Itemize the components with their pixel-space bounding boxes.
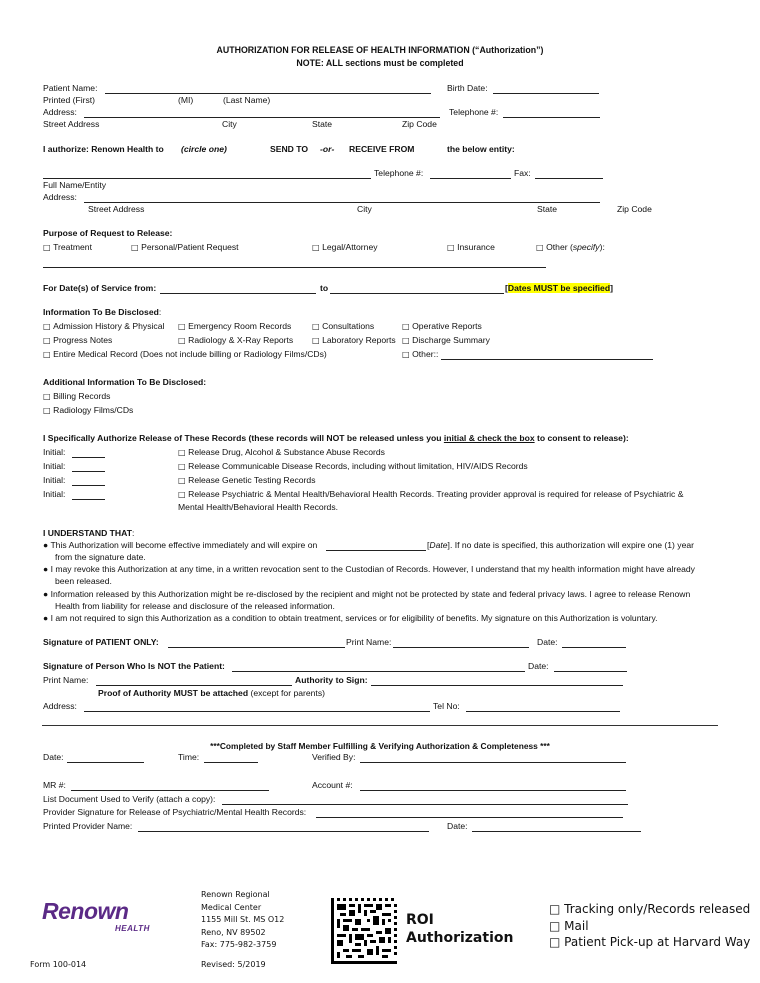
patient-telephone-field[interactable] bbox=[503, 117, 600, 118]
purpose-other-field[interactable] bbox=[43, 267, 546, 268]
info-radiology[interactable]: □ Radiology & X-Ray Reports bbox=[178, 335, 294, 345]
purpose-other[interactable]: □ Other (specify): bbox=[536, 242, 605, 252]
rep-address-label: Address: bbox=[43, 701, 77, 711]
list-document-label: List Document Used to Verify (attach a copy): bbox=[43, 794, 216, 804]
form-note: NOTE: ALL sections must be completed bbox=[296, 58, 464, 68]
info-operative[interactable]: □ Operative Reports bbox=[402, 321, 482, 331]
entity-fax-field[interactable] bbox=[535, 178, 603, 179]
provider-signature-label: Provider Signature for Release of Psychiatric/Mental Health Records: bbox=[43, 807, 307, 817]
specific-heading: I Specifically Authorize Release of These Records (these records will NOT be released unless you initial & check the box to consent to release): bbox=[43, 433, 629, 443]
checkbox-icon: □ bbox=[447, 243, 458, 252]
checkbox-icon: □ bbox=[43, 243, 54, 252]
additional-radiology-films[interactable]: □ Radiology Films/CDs bbox=[43, 405, 134, 415]
form-title: AUTHORIZATION FOR RELEASE OF HEALTH INFORMATION (“Authorization”) bbox=[216, 45, 544, 55]
info-other-field[interactable] bbox=[441, 359, 653, 360]
entity-street-label: Street Address bbox=[88, 204, 145, 214]
entity-address-field[interactable] bbox=[84, 202, 600, 203]
checkbox-icon: □ bbox=[549, 902, 565, 916]
understand-bullet-1: ● This Authorization will become effective immediately and will expire on bbox=[43, 540, 318, 550]
renown-logo-sub: HEALTH bbox=[115, 924, 150, 933]
account-label: Account #: bbox=[312, 780, 353, 790]
initial-label: Initial: bbox=[43, 475, 66, 485]
rep-signature-date-label: Date: bbox=[528, 661, 549, 671]
proof-authority-note: Proof of Authority MUST be attached (except for parents) bbox=[98, 688, 325, 698]
initial-field[interactable] bbox=[72, 457, 105, 458]
mi-label: (MI) bbox=[178, 95, 194, 105]
info-heading: Information To Be Disclosed: bbox=[43, 307, 162, 317]
patient-signature-date-field[interactable] bbox=[562, 647, 626, 648]
initial-label: Initial: bbox=[43, 447, 66, 457]
checkbox-icon: □ bbox=[178, 462, 189, 471]
understand-bullet-2-cont: been released. bbox=[55, 576, 112, 586]
staff-time-field[interactable] bbox=[204, 762, 258, 763]
staff-time-label: Time: bbox=[178, 752, 200, 762]
entity-telephone-label: Telephone #: bbox=[374, 168, 424, 178]
rep-address-field[interactable] bbox=[84, 711, 430, 712]
city-label: City bbox=[222, 119, 237, 129]
revised-date: Revised: 5/2019 bbox=[201, 960, 266, 969]
checkbox-icon: □ bbox=[43, 392, 54, 401]
pickup-option[interactable]: □ Patient Pick-up at Harvard Way bbox=[549, 935, 751, 949]
initial-label: Initial: bbox=[43, 489, 66, 499]
purpose-personal[interactable]: □ Personal/Patient Request bbox=[131, 242, 239, 252]
send-to-option[interactable]: SEND TO bbox=[270, 144, 309, 154]
additional-heading: Additional Information To Be Disclosed: bbox=[43, 377, 207, 387]
entity-address-label: Address: bbox=[43, 192, 77, 202]
rep-tel-field[interactable] bbox=[466, 711, 620, 712]
specific-communicable-disease[interactable]: □ Release Communicable Disease Records, including without limitation, HIV/AIDS Records bbox=[178, 461, 528, 471]
understand-bullet-3-cont: Health from liability for release and disclosure of the released information. bbox=[55, 601, 335, 611]
checkbox-icon: □ bbox=[312, 243, 323, 252]
patient-name-field[interactable] bbox=[105, 93, 431, 94]
purpose-insurance[interactable]: □ Insurance bbox=[447, 242, 495, 252]
delivery-options bbox=[549, 901, 750, 951]
service-dates-label: For Date(s) of Service from: bbox=[43, 283, 157, 293]
account-field[interactable] bbox=[360, 790, 626, 791]
birth-date-field[interactable] bbox=[493, 93, 599, 94]
understand-heading: I UNDERSTAND THAT: bbox=[43, 528, 135, 538]
service-date-to-field[interactable] bbox=[330, 293, 504, 294]
circle-one-hint: (circle one) bbox=[181, 144, 227, 154]
patient-telephone-label: Telephone #: bbox=[449, 107, 499, 117]
roi-label: ROI Authorization bbox=[406, 912, 514, 947]
tracking-option[interactable]: □ Tracking only/Records released bbox=[549, 902, 751, 916]
rep-signature-field[interactable] bbox=[232, 671, 525, 672]
understand-bullet-4: ● I am not required to sign this Authorization as a condition to obtain treatment, services or for eligibility of benefits. My signature on this Authorization is voluntary. bbox=[43, 613, 658, 623]
form-number: Form 100-014 bbox=[30, 960, 87, 969]
info-admission[interactable]: □ Admission History & Physical bbox=[43, 321, 165, 331]
patient-address-field[interactable] bbox=[84, 117, 440, 118]
specific-drug-alcohol[interactable]: □ Release Drug, Alcohol & Substance Abuse Records bbox=[178, 447, 385, 457]
info-entire-record[interactable]: □ Entire Medical Record (Does not include billing or Radiology Films/CDs) bbox=[43, 349, 327, 359]
checkbox-icon: □ bbox=[178, 336, 189, 345]
info-other[interactable]: □ Other:: bbox=[402, 349, 439, 359]
patient-signature-field[interactable] bbox=[168, 647, 345, 648]
facility-address: Renown Regional Medical Center 1155 Mill St. MS O12 Reno, NV 89502 Fax: 775-982-3759 bbox=[201, 890, 285, 949]
checkbox-icon: □ bbox=[536, 243, 547, 252]
expiration-date-field[interactable] bbox=[326, 550, 426, 551]
specific-psychiatric[interactable]: □ Release Psychiatric & Mental Health/Behavioral Health Records. Treating provider approval is required for release of Psychiatric & bbox=[178, 489, 684, 499]
printed-provider-field[interactable] bbox=[138, 831, 429, 832]
checkbox-icon: □ bbox=[43, 336, 54, 345]
renown-logo: Renown bbox=[42, 898, 129, 924]
understand-bullet-2: ● I may revoke this Authorization at any time, in a written revocation sent to the Custodian of Records. However, I understand that my health information might have already bbox=[43, 564, 695, 574]
purpose-legal[interactable]: □ Legal/Attorney bbox=[312, 242, 378, 252]
purpose-treatment[interactable]: □ Treatment bbox=[43, 242, 92, 252]
checkbox-icon: □ bbox=[178, 490, 189, 499]
last-name-label: (Last Name) bbox=[223, 95, 271, 105]
provider-date-field[interactable] bbox=[472, 831, 641, 832]
authority-field[interactable] bbox=[371, 685, 623, 686]
checkbox-icon: □ bbox=[402, 350, 413, 359]
patient-signature-label: Signature of PATIENT ONLY: bbox=[43, 637, 159, 647]
authority-label: Authority to Sign: bbox=[295, 675, 368, 685]
checkbox-icon: □ bbox=[549, 918, 565, 933]
rep-signature-date-field[interactable] bbox=[554, 671, 627, 672]
checkbox-icon: □ bbox=[43, 322, 54, 331]
checkbox-icon: □ bbox=[178, 476, 189, 485]
provider-signature-field[interactable] bbox=[316, 817, 623, 818]
street-address-label: Street Address bbox=[43, 119, 100, 129]
purpose-heading: Purpose of Request to Release: bbox=[43, 228, 173, 238]
or-label: -or- bbox=[320, 144, 335, 154]
section-divider bbox=[42, 725, 718, 726]
checkbox-icon: □ bbox=[43, 350, 54, 359]
full-name-label: Full Name/Entity bbox=[43, 180, 107, 190]
checkbox-icon: □ bbox=[178, 448, 189, 457]
staff-date-field[interactable] bbox=[67, 762, 144, 763]
patient-print-name-label: Print Name: bbox=[346, 637, 392, 647]
state-label: State bbox=[312, 119, 333, 129]
list-document-field[interactable] bbox=[222, 804, 628, 805]
rep-tel-label: Tel No: bbox=[433, 701, 460, 711]
receive-from-option[interactable]: RECEIVE FROM bbox=[349, 144, 415, 154]
initial-label: Initial: bbox=[43, 461, 66, 471]
specific-psychiatric-cont: Mental Health/Behavioral Health Records. bbox=[178, 502, 339, 512]
understand-bullet-3: ● Information released by this Authorization might be re-disclosed by the recipient and might not be protected by state and federal privacy laws. I agree to release Renown bbox=[43, 589, 691, 599]
checkbox-icon: □ bbox=[402, 322, 413, 331]
additional-billing[interactable]: □ Billing Records bbox=[43, 391, 111, 401]
entity-city-label: City bbox=[357, 204, 372, 214]
service-dates-to: to bbox=[320, 283, 329, 293]
printed-first-label: Printed (First) bbox=[43, 95, 96, 105]
provider-date-label: Date: bbox=[447, 821, 468, 831]
initial-field[interactable] bbox=[72, 471, 105, 472]
checkbox-icon: □ bbox=[178, 322, 189, 331]
verified-by-label: Verified By: bbox=[312, 752, 356, 762]
dates-required-note: [Dates MUST be specified] bbox=[505, 283, 613, 293]
checkbox-icon: □ bbox=[43, 406, 54, 415]
staff-date-label: Date: bbox=[43, 752, 64, 762]
mr-label: MR #: bbox=[43, 780, 66, 790]
rep-print-name-label: Print Name: bbox=[43, 675, 89, 685]
entity-zip-label: Zip Code bbox=[617, 204, 652, 214]
mail-option[interactable]: □ Mail bbox=[549, 918, 589, 933]
entity-telephone-field[interactable] bbox=[430, 178, 511, 179]
checkbox-icon: □ bbox=[131, 243, 142, 252]
entity-state-label: State bbox=[537, 204, 558, 214]
rep-signature-label: Signature of Person Who Is NOT the Patient: bbox=[43, 661, 225, 671]
info-emergency[interactable]: □ Emergency Room Records bbox=[178, 321, 292, 331]
checkbox-icon: □ bbox=[312, 322, 323, 331]
printed-provider-label: Printed Provider Name: bbox=[43, 821, 133, 831]
understand-bullet-1-cont: from the signature date. bbox=[55, 552, 146, 562]
initial-field[interactable] bbox=[72, 499, 105, 500]
info-discharge[interactable]: □ Discharge Summary bbox=[402, 335, 490, 345]
info-consultations[interactable]: □ Consultations bbox=[312, 321, 375, 331]
specific-genetic-testing[interactable]: □ Release Genetic Testing Records bbox=[178, 475, 316, 485]
service-date-from-field[interactable] bbox=[160, 293, 316, 294]
patient-address-label: Address: bbox=[43, 107, 77, 117]
verified-by-field[interactable] bbox=[360, 762, 626, 763]
patient-print-name-field[interactable] bbox=[393, 647, 529, 648]
info-laboratory[interactable]: □ Laboratory Reports bbox=[312, 335, 396, 345]
patient-name-label: Patient Name: bbox=[43, 83, 98, 93]
entity-name-field[interactable] bbox=[43, 178, 371, 179]
understand-bullet-1-tail: [Date]. If no date is specified, this authorization will expire one (1) year bbox=[427, 540, 695, 550]
entity-fax-label: Fax: bbox=[514, 168, 531, 178]
rep-print-name-field[interactable] bbox=[96, 685, 292, 686]
patient-signature-date-label: Date: bbox=[537, 637, 558, 647]
below-entity-label: the below entity: bbox=[447, 144, 515, 154]
checkbox-icon: □ bbox=[549, 935, 565, 949]
zip-label: Zip Code bbox=[402, 119, 437, 129]
info-progress[interactable]: □ Progress Notes bbox=[43, 335, 113, 345]
checkbox-icon: □ bbox=[312, 336, 323, 345]
authorize-prefix: I authorize: Renown Health to bbox=[43, 144, 164, 154]
staff-heading: ***Completed by Staff Member Fulfilling & Verifying Authorization & Completeness *** bbox=[210, 741, 550, 751]
checkbox-icon: □ bbox=[402, 336, 413, 345]
initial-field[interactable] bbox=[72, 485, 105, 486]
mr-field[interactable] bbox=[71, 790, 269, 791]
barcode-icon bbox=[331, 898, 397, 964]
birth-date-label: Birth Date: bbox=[447, 83, 488, 93]
